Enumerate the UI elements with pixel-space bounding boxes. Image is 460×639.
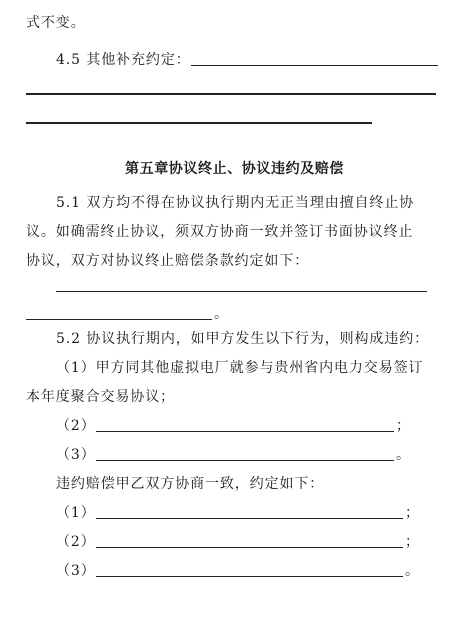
text-line: 式不变。 bbox=[26, 15, 86, 31]
compensation-item-2-label: （2） bbox=[56, 534, 96, 550]
breach-item-1: （1）甲方同其他虚拟电厂就参与贵州省内电力交易签订 bbox=[56, 360, 424, 376]
clause-5-2-text: 5.2 协议执行期内，如甲方发生以下行为，则构成违约： bbox=[56, 331, 430, 347]
semicolon-mark: ； bbox=[396, 418, 411, 434]
blank-line bbox=[26, 319, 212, 320]
period-mark: 。 bbox=[214, 306, 229, 322]
blank-line bbox=[26, 122, 372, 124]
blank-line bbox=[96, 576, 403, 577]
blank-line bbox=[96, 518, 403, 519]
breach-item-3-label: （3） bbox=[56, 447, 96, 463]
clause-5-1-text: 议。如确需终止协议，须双方协商一致并签订书面协议终止 bbox=[26, 224, 414, 240]
period-mark: 。 bbox=[405, 563, 420, 579]
clause-5-1-text: 5.1 双方均不得在协议执行期内无正当理由擅自终止协 bbox=[56, 195, 415, 211]
blank-line bbox=[96, 547, 403, 548]
blank-line bbox=[96, 460, 394, 461]
blank-line bbox=[56, 291, 427, 292]
blank-line bbox=[96, 431, 394, 432]
chapter-heading: 第五章协议终止、协议违约及赔偿 bbox=[125, 161, 344, 177]
blank-line bbox=[191, 65, 438, 66]
compensation-item-3-label: （3） bbox=[56, 563, 96, 579]
clause-4-5-label: 4.5 其他补充约定： bbox=[56, 52, 191, 68]
blank-line bbox=[26, 93, 436, 95]
semicolon-mark: ； bbox=[405, 505, 420, 521]
clause-5-1-text: 协议，双方对协议终止赔偿条款约定如下： bbox=[26, 253, 310, 269]
compensation-intro: 违约赔偿甲乙双方协商一致，约定如下： bbox=[56, 476, 325, 492]
breach-item-2-label: （2） bbox=[56, 418, 96, 434]
breach-item-1: 本年度聚合交易协议； bbox=[26, 389, 175, 405]
semicolon-mark: ； bbox=[405, 534, 420, 550]
compensation-item-1-label: （1） bbox=[56, 505, 96, 521]
period-mark: 。 bbox=[396, 447, 411, 463]
